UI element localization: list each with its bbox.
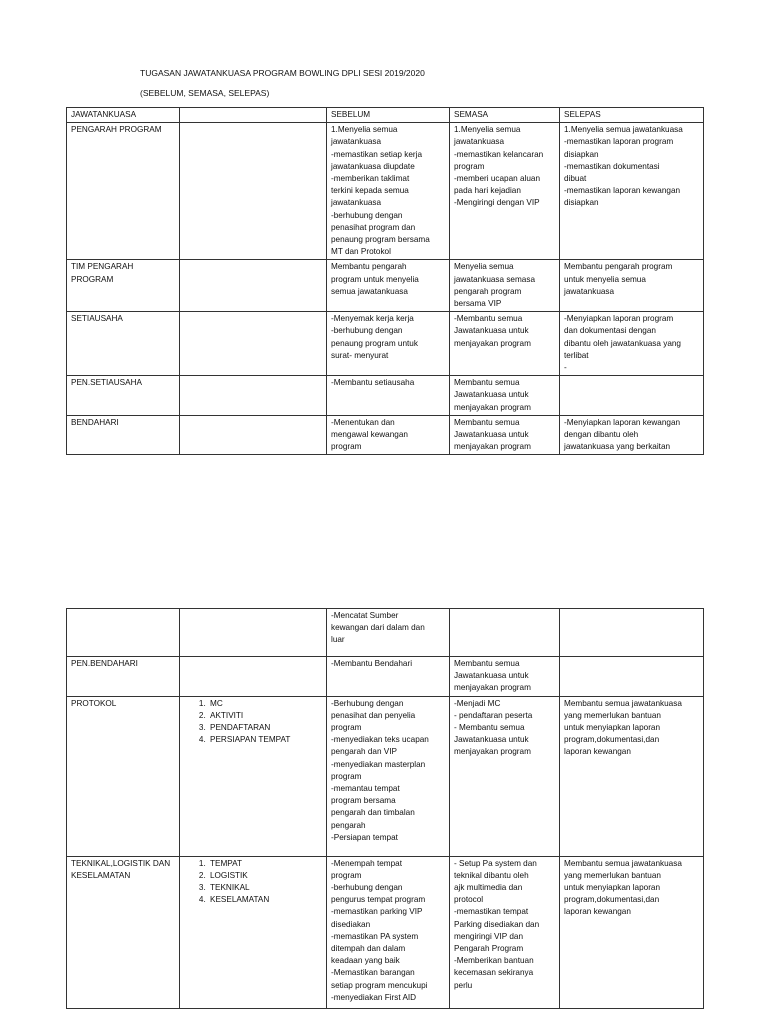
cell-line: dengan dibantu oleh xyxy=(564,430,639,440)
cell-line: yang memerlukan bantuan xyxy=(564,870,661,880)
subtask-item: 1. TEMPAT xyxy=(208,858,322,870)
cell-line: protocol xyxy=(454,895,484,905)
cell-line: untuk menyiapkan laporan xyxy=(564,883,661,893)
table-row xyxy=(67,376,704,416)
cell-line: pengarah dan VIP xyxy=(331,747,398,757)
sebelum-cell xyxy=(327,415,450,455)
cell-line: -Menyiapkan laporan program xyxy=(564,314,674,324)
semasa-cell xyxy=(450,312,560,376)
cell-line: -memastikan PA system xyxy=(331,931,419,941)
document-subtitle: (SEBELUM, SEMASA, SELEPAS) xyxy=(140,88,270,98)
cell-line: dibuat xyxy=(564,174,587,184)
cell-line: -Memberikan bantuan xyxy=(454,956,534,966)
selepas-cell xyxy=(560,696,704,856)
subtask-item: 3. TEKNIKAL xyxy=(208,882,322,894)
cell-line: PEN.BENDAHARI xyxy=(71,659,138,668)
cell-line: disiapkan xyxy=(564,198,599,208)
cell-line: -Membantu semua xyxy=(454,314,523,324)
cell-line: -memantau tempat xyxy=(331,784,400,794)
cell-line: -Mengiringi dengan VIP xyxy=(454,198,540,208)
table-row xyxy=(67,260,704,312)
sebelum-cell xyxy=(327,123,450,260)
cell-line: penaung program bersama xyxy=(331,235,430,245)
cell-line: pengarah xyxy=(331,820,366,830)
cell-line: - pendaftaran peserta xyxy=(454,710,533,720)
cell-line: Membantu semua xyxy=(454,659,520,668)
cell-line: jawatankuasa diupdate xyxy=(331,161,415,171)
table-row xyxy=(67,415,704,455)
semasa-cell xyxy=(450,657,560,697)
cell-line: ajk multimedia dan xyxy=(454,883,523,893)
subtask-item: 1. MC xyxy=(208,698,322,710)
cell-line: menjayakan program xyxy=(454,683,531,693)
cell-line: MT dan Protokol xyxy=(331,247,391,257)
table-row xyxy=(67,856,704,1008)
cell-line: -memastikan kelancaran xyxy=(454,149,544,159)
cell-line: Membantu pengarah program xyxy=(564,262,673,272)
semasa-cell xyxy=(450,415,560,455)
subtask-item: 2. LOGISTIK xyxy=(208,870,322,882)
selepas-cell xyxy=(560,312,704,376)
committee-name-cell xyxy=(67,609,180,657)
cell-line: kecemasan sekiranya xyxy=(454,968,534,978)
header-jawatankuasa: JAWATANKUASA xyxy=(67,108,180,123)
subtask-item: 3. PENDAFTARAN xyxy=(208,722,322,734)
selepas-cell xyxy=(560,260,704,312)
selepas-cell xyxy=(560,609,704,657)
sebelum-cell xyxy=(327,312,450,376)
cell-line: - xyxy=(564,363,567,373)
cell-line: -Mencatat Sumber xyxy=(331,611,399,620)
cell-line: -memastikan setiap kerja xyxy=(331,149,423,159)
subtask-cell xyxy=(180,376,327,416)
cell-line: 1.Menyelia semua xyxy=(331,125,398,135)
cell-line: Membantu semua jawatankuasa xyxy=(564,858,682,868)
cell-line: -menyediakan First AID xyxy=(331,992,417,1002)
committee-table-part1 xyxy=(66,107,704,455)
cell-line: -Persiapan tempat xyxy=(331,832,398,842)
selepas-cell xyxy=(560,123,704,260)
cell-line: menjayakan program xyxy=(454,442,531,452)
cell-line: TEKNIKAL,LOGISTIK DAN xyxy=(71,858,171,868)
cell-line: penasihat dan penyelia xyxy=(331,710,416,720)
cell-line: Jawatankuasa untuk xyxy=(454,671,529,681)
header-semasa: SEMASA xyxy=(450,108,560,123)
cell-line: untuk menyelia semua xyxy=(564,274,646,284)
cell-line: pengarah program xyxy=(454,286,522,296)
cell-line: program xyxy=(331,723,362,733)
cell-line: ditempah dan dalam xyxy=(331,944,406,954)
cell-line: program bersama xyxy=(331,796,396,806)
document-title: TUGASAN JAWATANKUASA PROGRAM BOWLING DPLI SESI 2019/2020 xyxy=(140,68,425,78)
cell-line: -Menempah tempat xyxy=(331,858,402,868)
cell-line: disediakan xyxy=(331,919,371,929)
committee-name-cell xyxy=(67,123,180,260)
cell-line: menjayakan program xyxy=(454,338,531,348)
cell-line: TIM PENGARAH xyxy=(71,262,134,272)
cell-line: -Memastikan barangan xyxy=(331,968,415,978)
cell-line: teknikal dibantu oleh xyxy=(454,870,529,880)
cell-line: kewangan dari dalam dan xyxy=(331,623,425,633)
table-header-row xyxy=(67,108,704,123)
cell-line: luar xyxy=(331,635,345,645)
cell-line: pada hari kejadian xyxy=(454,186,521,196)
cell-line: disiapkan xyxy=(564,149,599,159)
subtask-cell xyxy=(180,657,327,697)
committee-name-cell xyxy=(67,312,180,376)
subtask-list xyxy=(184,698,322,747)
table-row xyxy=(67,696,704,856)
cell-line: perlu xyxy=(454,980,473,990)
subtask-cell xyxy=(180,415,327,455)
subtask-cell xyxy=(180,856,327,1008)
cell-line: KESELAMATAN xyxy=(71,870,131,880)
cell-line: Jawatankuasa untuk xyxy=(454,390,529,400)
cell-line: 1.Menyelia semua jawatankuasa xyxy=(564,125,683,135)
cell-line: pengurus tempat program xyxy=(331,895,426,905)
cell-line: jawatankuasa xyxy=(564,286,615,296)
cell-line: -Membantu Bendahari xyxy=(331,659,413,668)
cell-line: -berhubung dengan xyxy=(331,326,403,336)
cell-line: dan dokumentasi dengan xyxy=(564,326,656,336)
cell-line: -berhubung dengan xyxy=(331,883,403,893)
cell-line: jawatankuasa xyxy=(331,137,382,147)
semasa-cell xyxy=(450,609,560,657)
cell-line: -memastikan tempat xyxy=(454,907,529,917)
cell-line: dibantu oleh jawatankuasa yang xyxy=(564,338,681,348)
cell-line: Jawatankuasa untuk xyxy=(454,735,529,745)
cell-line: menjayakan program xyxy=(454,402,531,412)
cell-line: -Membantu setiausaha xyxy=(331,378,415,388)
semasa-cell xyxy=(450,260,560,312)
cell-line: program xyxy=(331,771,362,781)
cell-line: -menyediakan masterplan xyxy=(331,759,426,769)
cell-line: laporan kewangan xyxy=(564,747,631,757)
selepas-cell xyxy=(560,376,704,416)
cell-line: -memberikan taklimat xyxy=(331,174,410,184)
cell-line: program xyxy=(331,442,362,452)
committee-name-cell xyxy=(67,856,180,1008)
sebelum-cell xyxy=(327,696,450,856)
header-sebelum: SEBELUM xyxy=(327,108,450,123)
cell-line: - Setup Pa system dan xyxy=(454,858,537,868)
cell-line: -memastikan laporan program xyxy=(564,137,674,147)
cell-line: -Menyemak kerja kerja xyxy=(331,314,414,324)
cell-line: terkini kepada semua xyxy=(331,186,409,196)
cell-line: penaung program untuk xyxy=(331,338,418,348)
sebelum-cell xyxy=(327,609,450,657)
cell-line: program,dokumentasi,dan xyxy=(564,735,660,745)
committee-name-cell xyxy=(67,260,180,312)
committee-name-cell xyxy=(67,376,180,416)
cell-line: laporan kewangan xyxy=(564,907,631,917)
cell-line: - Membantu semua xyxy=(454,723,525,733)
committee-name-cell xyxy=(67,415,180,455)
semasa-cell xyxy=(450,696,560,856)
cell-line: -Menentukan dan xyxy=(331,417,395,427)
cell-line: keadaan yang baik xyxy=(331,956,400,966)
cell-line: BENDAHARI xyxy=(71,417,119,427)
selepas-cell xyxy=(560,856,704,1008)
cell-line: PENGARAH PROGRAM xyxy=(71,125,162,135)
subtask-cell xyxy=(180,260,327,312)
cell-line: jawatankuasa xyxy=(454,137,505,147)
subtask-cell xyxy=(180,609,327,657)
cell-line: mengiringi VIP dan xyxy=(454,931,524,941)
cell-line: bersama VIP xyxy=(454,299,502,309)
sebelum-cell xyxy=(327,260,450,312)
cell-line: Menyelia semua xyxy=(454,262,514,272)
cell-line: program xyxy=(331,870,362,880)
subtask-cell xyxy=(180,696,327,856)
committee-name-cell xyxy=(67,696,180,856)
cell-line: mengawal kewangan xyxy=(331,430,408,440)
cell-line: jawatankuasa yang berkaitan xyxy=(564,442,671,452)
cell-line: jawatankuasa semasa xyxy=(454,274,536,284)
header-selepas: SELEPAS xyxy=(560,108,704,123)
cell-line: SETIAUSAHA xyxy=(71,314,123,324)
subtask-item: 4. PERSIAPAN TEMPAT xyxy=(208,734,322,746)
cell-line: -Menjadi MC xyxy=(454,698,501,708)
cell-line: menjayakan program xyxy=(454,747,531,757)
cell-line: -memastikan laporan kewangan xyxy=(564,186,681,196)
sebelum-cell xyxy=(327,856,450,1008)
cell-line: -Menyiapkan laporan kewangan xyxy=(564,417,681,427)
cell-line: Membantu pengarah xyxy=(331,262,407,272)
cell-line: setiap program mencukupi xyxy=(331,980,428,990)
cell-line: pengarah dan timbalan xyxy=(331,808,415,818)
cell-line: jawatankuasa xyxy=(331,198,382,208)
cell-line: -memberi ucapan aluan xyxy=(454,174,541,184)
committee-table-part2 xyxy=(66,608,704,1009)
cell-line: program xyxy=(454,161,485,171)
table-row xyxy=(67,657,704,697)
cell-line: Jawatankuasa untuk xyxy=(454,326,529,336)
cell-line: -memastikan dokumentasi xyxy=(564,161,660,171)
cell-line: yang memerlukan bantuan xyxy=(564,710,661,720)
table-row xyxy=(67,312,704,376)
cell-line: -berhubung dengan xyxy=(331,210,403,220)
cell-line: Jawatankuasa untuk xyxy=(454,430,529,440)
cell-line: surat- menyurat xyxy=(331,350,389,360)
cell-line: PROGRAM xyxy=(71,274,114,284)
cell-line: PEN.SETIAUSAHA xyxy=(71,378,142,388)
subtask-list xyxy=(184,858,322,907)
cell-line: terlibat xyxy=(564,350,589,360)
cell-line: program,dokumentasi,dan xyxy=(564,895,660,905)
subtask-cell xyxy=(180,123,327,260)
cell-line: Parking disediakan dan xyxy=(454,919,540,929)
sebelum-cell xyxy=(327,376,450,416)
selepas-cell xyxy=(560,415,704,455)
cell-line: -Berhubung dengan xyxy=(331,698,404,708)
cell-line: Membantu semua xyxy=(454,378,520,388)
cell-line: untuk menyiapkan laporan xyxy=(564,723,661,733)
selepas-cell xyxy=(560,657,704,697)
cell-line: -memastikan parking VIP xyxy=(331,907,423,917)
committee-name-cell xyxy=(67,657,180,697)
cell-line: Membantu semua xyxy=(454,417,520,427)
cell-line: PROTOKOL xyxy=(71,698,117,708)
semasa-cell xyxy=(450,376,560,416)
subtask-cell xyxy=(180,312,327,376)
cell-line: program untuk menyelia xyxy=(331,274,419,284)
cell-line: penasihat program dan xyxy=(331,222,416,232)
table-row xyxy=(67,609,704,657)
table-row xyxy=(67,123,704,260)
cell-line: Membantu semua jawatankuasa xyxy=(564,698,682,708)
cell-line: semua jawatankuasa xyxy=(331,286,408,296)
cell-line: Pengarah Program xyxy=(454,944,524,954)
cell-line: 1.Menyelia semua xyxy=(454,125,521,135)
subtask-item: 4. KESELAMATAN xyxy=(208,894,322,906)
sebelum-cell xyxy=(327,657,450,697)
semasa-cell xyxy=(450,856,560,1008)
semasa-cell xyxy=(450,123,560,260)
subtask-item: 2. AKTIVITI xyxy=(208,710,322,722)
cell-line: -menyediakan teks ucapan xyxy=(331,735,429,745)
header-subtasks xyxy=(180,108,327,123)
